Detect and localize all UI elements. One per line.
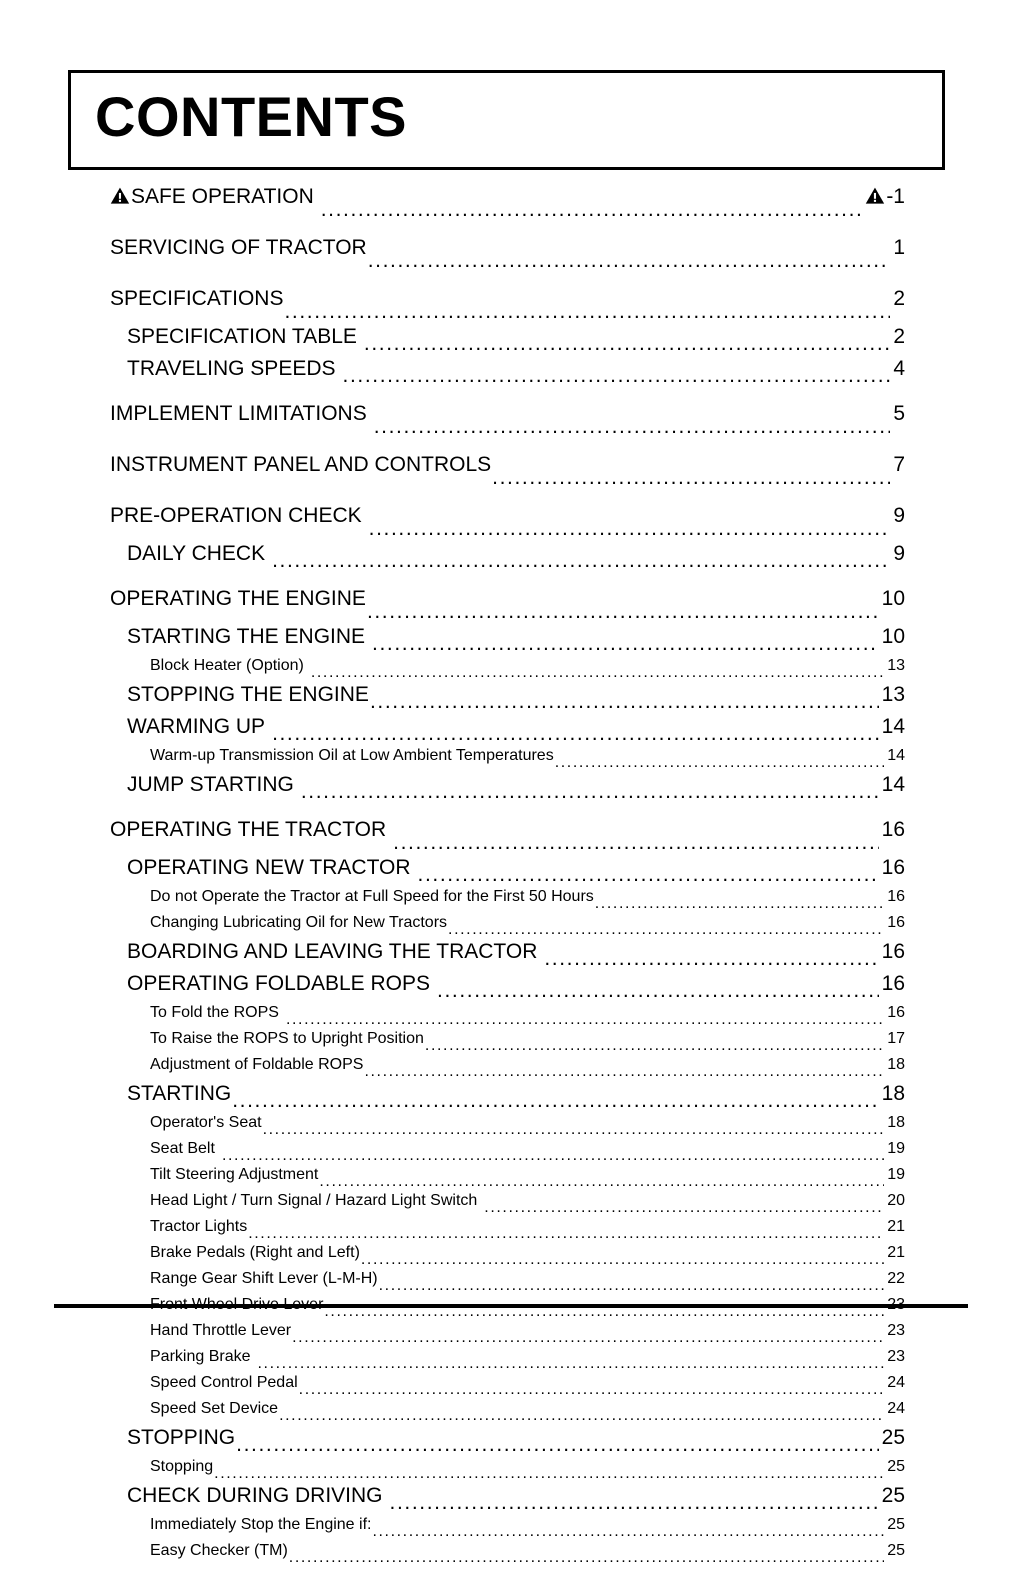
toc-dot-leader bbox=[372, 1525, 884, 1543]
toc-entry-label: To Fold the ROPS bbox=[150, 1005, 279, 1021]
toc-entry[interactable] bbox=[0, 1083, 1024, 1115]
toc-page-number: 10 bbox=[881, 588, 905, 610]
toc-dot-leader bbox=[301, 782, 879, 806]
toc-dot-leader bbox=[368, 251, 891, 275]
toc-dot-leader bbox=[595, 897, 884, 915]
toc-dot-leader bbox=[372, 634, 879, 658]
toc-entry[interactable] bbox=[0, 326, 1024, 358]
toc-entry-label: Stopping bbox=[150, 1459, 214, 1475]
toc-dot-leader bbox=[343, 366, 891, 390]
toc-entry[interactable] bbox=[0, 1517, 1024, 1543]
toc-entry-label: SPECIFICATIONS bbox=[110, 288, 284, 310]
toc-entry-label: Head Light / Turn Signal / Hazard Light Switch bbox=[150, 1193, 478, 1209]
contents-title-box bbox=[68, 70, 945, 170]
toc-page-number: 25 bbox=[881, 1427, 905, 1449]
table-of-contents bbox=[0, 186, 1024, 1569]
toc-dot-leader bbox=[263, 1123, 885, 1141]
toc-dot-leader bbox=[367, 602, 879, 626]
toc-page-number: 9 bbox=[893, 505, 905, 527]
toc-dot-leader bbox=[292, 1331, 884, 1349]
toc-dot-leader bbox=[258, 1357, 885, 1375]
toc-page-number: 22 bbox=[887, 1271, 905, 1287]
toc-entry-label: WARMING UP bbox=[127, 716, 266, 738]
toc-dot-leader bbox=[299, 1383, 885, 1401]
toc-entry[interactable] bbox=[0, 1485, 1024, 1517]
toc-page-number: 5 bbox=[893, 403, 905, 425]
toc-entry-label: Parking Brake bbox=[150, 1349, 251, 1365]
toc-entry-label: INSTRUMENT PANEL AND CONTROLS bbox=[110, 454, 492, 476]
toc-page-number: 16 bbox=[881, 819, 905, 841]
toc-entry[interactable] bbox=[0, 1349, 1024, 1375]
toc-entry[interactable] bbox=[0, 358, 1024, 390]
toc-page-number: 19 bbox=[887, 1167, 905, 1183]
toc-page-number: 19 bbox=[887, 1141, 905, 1157]
toc-entry-label: STARTING THE ENGINE bbox=[127, 626, 366, 648]
toc-page-number: 2 bbox=[893, 288, 905, 310]
toc-entry-label: To Raise the ROPS to Upright Position bbox=[150, 1031, 424, 1047]
toc-entry-label: Easy Checker (TM) bbox=[150, 1543, 288, 1559]
toc-entry-label: STOPPING bbox=[127, 1427, 236, 1449]
toc-page-number: 25 bbox=[881, 1485, 905, 1507]
toc-entry-label: Warm-up Transmission Oil at Low Ambient Temperatures bbox=[150, 748, 554, 764]
toc-entry-label: Block Heater (Option) bbox=[150, 658, 304, 674]
toc-entry-label: Speed Set Device bbox=[150, 1401, 279, 1417]
toc-entry-label: Range Gear Shift Lever (L-M-H) bbox=[150, 1271, 378, 1287]
toc-entry-label: JUMP STARTING bbox=[127, 774, 294, 796]
toc-entry[interactable] bbox=[0, 543, 1024, 575]
toc-page-number: 7 bbox=[893, 454, 905, 476]
toc-entry[interactable] bbox=[0, 403, 1024, 441]
toc-page-number: 9 bbox=[893, 543, 905, 565]
toc-entry[interactable] bbox=[0, 1141, 1024, 1167]
toc-dot-leader bbox=[448, 923, 884, 941]
toc-page-number: 16 bbox=[887, 1005, 905, 1021]
toc-entry-label: Immediately Stop the Engine if: bbox=[150, 1517, 372, 1533]
toc-entry-label: OPERATING THE ENGINE bbox=[110, 588, 366, 610]
toc-dot-leader bbox=[374, 417, 891, 441]
toc-dot-leader bbox=[418, 865, 879, 889]
toc-entry[interactable] bbox=[0, 1115, 1024, 1141]
toc-page-number: 23 bbox=[887, 1323, 905, 1339]
toc-page-number: 16 bbox=[887, 915, 905, 931]
toc-dot-leader bbox=[222, 1149, 884, 1167]
toc-entry[interactable] bbox=[0, 1543, 1024, 1569]
toc-entry-label: Speed Control Pedal bbox=[150, 1375, 298, 1391]
toc-entry[interactable] bbox=[0, 748, 1024, 774]
toc-dot-leader bbox=[425, 1039, 884, 1057]
toc-page-number: 14 bbox=[887, 748, 905, 764]
toc-entry[interactable] bbox=[0, 774, 1024, 806]
toc-dot-leader bbox=[289, 1551, 884, 1569]
toc-dot-leader bbox=[544, 949, 878, 973]
toc-page-number: 25 bbox=[887, 1459, 905, 1475]
toc-page-number: 16 bbox=[887, 889, 905, 905]
toc-entry[interactable] bbox=[0, 941, 1024, 973]
toc-dot-leader bbox=[248, 1227, 884, 1245]
toc-entry-label: Brake Pedals (Right and Left) bbox=[150, 1245, 360, 1261]
toc-entry[interactable] bbox=[0, 288, 1024, 326]
toc-page-number: 13 bbox=[881, 684, 905, 706]
toc-dot-leader bbox=[319, 1175, 884, 1193]
toc-dot-leader bbox=[484, 1201, 884, 1219]
toc-entry-label: IMPLEMENT LIMITATIONS bbox=[110, 403, 367, 425]
toc-entry[interactable] bbox=[0, 505, 1024, 543]
toc-entry[interactable] bbox=[0, 1401, 1024, 1427]
toc-entry-label: Changing Lubricating Oil for New Tractors bbox=[150, 915, 448, 931]
warning-triangle-icon bbox=[110, 187, 130, 204]
toc-entry[interactable] bbox=[0, 454, 1024, 492]
toc-dot-leader bbox=[361, 1253, 884, 1271]
toc-entry[interactable] bbox=[0, 1459, 1024, 1485]
toc-dot-leader bbox=[364, 334, 890, 358]
toc-entry[interactable] bbox=[0, 1031, 1024, 1057]
toc-entry[interactable] bbox=[0, 1271, 1024, 1297]
toc-dot-leader bbox=[214, 1467, 884, 1485]
toc-page-number: 16 bbox=[881, 973, 905, 995]
warning-triangle-icon bbox=[865, 187, 885, 204]
toc-dot-leader bbox=[370, 692, 879, 716]
toc-page-number: 18 bbox=[887, 1115, 905, 1131]
toc-entry[interactable] bbox=[0, 1245, 1024, 1271]
toc-dot-leader bbox=[369, 519, 891, 543]
toc-entry[interactable] bbox=[0, 237, 1024, 275]
toc-page-number: 25 bbox=[887, 1517, 905, 1533]
toc-entry-label: Tilt Steering Adjustment bbox=[150, 1167, 319, 1183]
toc-dot-leader bbox=[232, 1091, 878, 1115]
toc-page-number: 18 bbox=[881, 1083, 905, 1105]
toc-entry-label: OPERATING THE TRACTOR bbox=[110, 819, 387, 841]
toc-entry[interactable] bbox=[0, 684, 1024, 716]
toc-entry-label: Seat Belt bbox=[150, 1141, 215, 1157]
toc-entry[interactable] bbox=[0, 1297, 1024, 1323]
toc-dot-leader bbox=[379, 1279, 885, 1297]
toc-page-number: 17 bbox=[887, 1031, 905, 1047]
toc-entry[interactable] bbox=[0, 658, 1024, 684]
toc-dot-leader bbox=[437, 981, 879, 1005]
toc-page-number: 25 bbox=[887, 1543, 905, 1559]
toc-entry-label: OPERATING NEW TRACTOR bbox=[127, 857, 411, 879]
toc-page-number: 16 bbox=[881, 857, 905, 879]
toc-entry[interactable] bbox=[0, 1167, 1024, 1193]
toc-dot-leader bbox=[390, 1493, 879, 1517]
toc-entry[interactable] bbox=[0, 588, 1024, 626]
toc-entry[interactable] bbox=[0, 1057, 1024, 1083]
toc-entry[interactable] bbox=[0, 889, 1024, 915]
toc-page-number: 24 bbox=[887, 1375, 905, 1391]
toc-dot-leader bbox=[284, 302, 890, 326]
toc-dot-leader bbox=[555, 756, 885, 774]
toc-dot-leader bbox=[311, 666, 884, 684]
toc-entry-label: Operator's Seat bbox=[150, 1115, 262, 1131]
toc-entry[interactable] bbox=[0, 1323, 1024, 1349]
toc-page-number: 20 bbox=[887, 1193, 905, 1209]
toc-entry-label: Do not Operate the Tractor at Full Speed for the First 50 Hours bbox=[150, 889, 594, 905]
toc-entry-label: DAILY CHECK bbox=[127, 543, 266, 565]
toc-entry[interactable] bbox=[0, 1427, 1024, 1459]
toc-page-number: 14 bbox=[881, 774, 905, 796]
toc-entry-label: BOARDING AND LEAVING THE TRACTOR bbox=[127, 941, 538, 963]
toc-entry[interactable] bbox=[0, 716, 1024, 748]
toc-page-number: 14 bbox=[881, 716, 905, 738]
toc-entry-label: STARTING bbox=[127, 1083, 232, 1105]
toc-page-number: 18 bbox=[887, 1057, 905, 1073]
toc-page-number: 23 bbox=[887, 1349, 905, 1365]
footer-rule bbox=[54, 1304, 968, 1308]
toc-page-number: 1 bbox=[893, 237, 905, 259]
toc-entry-label: STOPPING THE ENGINE bbox=[127, 684, 369, 706]
toc-dot-leader bbox=[279, 1409, 884, 1427]
toc-entry-label: SAFE OPERATION bbox=[110, 186, 314, 207]
toc-page-number: 21 bbox=[887, 1219, 905, 1235]
toc-entry-label: Adjustment of Foldable ROPS bbox=[150, 1057, 364, 1073]
toc-dot-leader bbox=[272, 551, 890, 575]
toc-entry-label: PRE-OPERATION CHECK bbox=[110, 505, 362, 527]
toc-page-number: 24 bbox=[887, 1401, 905, 1417]
toc-entry-label: SERVICING OF TRACTOR bbox=[110, 237, 367, 259]
toc-dot-leader bbox=[321, 200, 863, 224]
toc-page-number: -1 bbox=[863, 186, 905, 207]
toc-dot-leader bbox=[492, 468, 890, 492]
toc-dot-leader bbox=[236, 1435, 879, 1459]
toc-page-number: 13 bbox=[887, 658, 905, 674]
toc-entry-label: OPERATING FOLDABLE ROPS bbox=[127, 973, 431, 995]
toc-entry[interactable] bbox=[0, 1193, 1024, 1219]
toc-dot-leader bbox=[393, 833, 878, 857]
toc-entry-label: Tractor Lights bbox=[150, 1219, 248, 1235]
toc-entry[interactable] bbox=[0, 626, 1024, 658]
toc-entry[interactable] bbox=[0, 1219, 1024, 1245]
toc-entry[interactable] bbox=[0, 973, 1024, 1005]
toc-entry[interactable] bbox=[0, 186, 1024, 224]
toc-entry[interactable] bbox=[0, 1375, 1024, 1401]
page-title: CONTENTS bbox=[95, 85, 407, 148]
toc-entry-label: TRAVELING SPEEDS bbox=[127, 358, 336, 380]
toc-entry[interactable] bbox=[0, 1005, 1024, 1031]
toc-entry-label: SPECIFICATION TABLE bbox=[127, 326, 357, 348]
toc-page-number: 2 bbox=[893, 326, 905, 348]
toc-page-number: 10 bbox=[881, 626, 905, 648]
toc-page-number: 4 bbox=[893, 358, 905, 380]
toc-page-number: 21 bbox=[887, 1245, 905, 1261]
toc-dot-leader bbox=[286, 1013, 884, 1031]
toc-dot-leader bbox=[272, 724, 879, 748]
toc-entry[interactable] bbox=[0, 857, 1024, 889]
toc-page-number: 16 bbox=[881, 941, 905, 963]
toc-entry[interactable] bbox=[0, 915, 1024, 941]
toc-dot-leader bbox=[364, 1065, 884, 1083]
toc-entry[interactable] bbox=[0, 819, 1024, 857]
toc-entry-label: Hand Throttle Lever bbox=[150, 1323, 292, 1339]
toc-entry-label: CHECK DURING DRIVING bbox=[127, 1485, 383, 1507]
